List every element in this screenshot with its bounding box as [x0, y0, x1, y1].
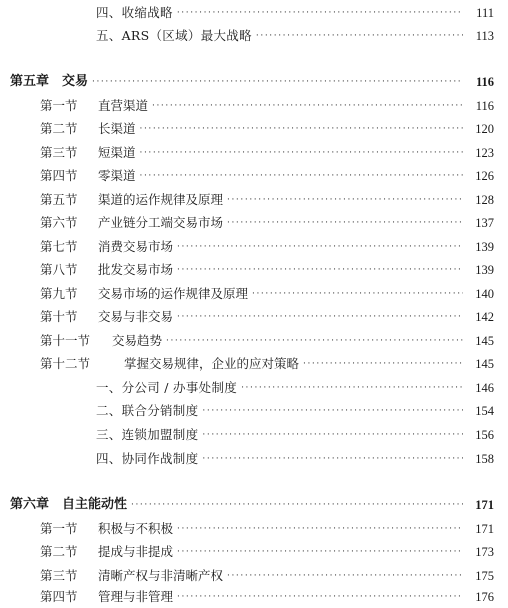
section-title: 零渠道 — [98, 168, 136, 183]
section-number: 第七节 — [40, 239, 78, 254]
dot-leader — [177, 518, 463, 540]
section-title: 短渠道 — [98, 145, 136, 160]
dot-leader — [227, 565, 463, 587]
section-title: 管理与非管理 — [98, 589, 174, 604]
toc-entry[interactable] — [0, 2, 508, 24]
dot-leader — [227, 189, 463, 211]
section-number: 第五节 — [40, 192, 78, 207]
section-title: 批发交易市场 — [98, 262, 174, 277]
toc-page-number: 116 — [475, 75, 494, 89]
chapter-title: 第五章 交易 — [10, 74, 89, 89]
dot-leader — [177, 259, 463, 281]
toc-entry-label: 四、协同作战制度 — [96, 451, 199, 466]
dot-leader — [140, 165, 463, 187]
toc-page-number: 137 — [475, 216, 494, 230]
section-title: 交易市场的运作规律及原理 — [98, 286, 249, 301]
section-number: 第三节 — [40, 568, 78, 583]
toc-chapter-entry[interactable] — [0, 71, 508, 93]
toc-section-entry[interactable] — [0, 118, 508, 140]
section-title: 渠道的运作规律及原理 — [98, 192, 224, 207]
toc-entry-label: 二、联合分销制度 — [96, 403, 199, 418]
toc-page-number: 126 — [475, 169, 494, 183]
toc-section-entry[interactable] — [0, 236, 508, 258]
section-number: 第十一节 — [40, 333, 91, 348]
toc-section-entry[interactable] — [0, 518, 508, 540]
dot-leader — [303, 353, 463, 375]
dot-leader — [177, 306, 463, 328]
toc-entry[interactable] — [0, 424, 508, 446]
dot-leader — [241, 377, 463, 399]
section-number: 第四节 — [40, 589, 78, 604]
toc-page-number: 116 — [475, 99, 494, 113]
toc-page-number: 175 — [475, 569, 494, 583]
toc-entry[interactable] — [0, 377, 508, 399]
toc-section-entry[interactable] — [0, 353, 508, 375]
toc-page-number: 120 — [475, 122, 494, 136]
chapter-title: 第六章 自主能动性 — [10, 497, 128, 512]
section-number: 第六节 — [40, 215, 78, 230]
section-title: 消费交易市场 — [98, 239, 174, 254]
toc-page-number: 154 — [475, 404, 494, 418]
section-title: 直营渠道 — [98, 98, 149, 113]
dot-leader — [92, 71, 463, 93]
section-number: 第一节 — [40, 98, 78, 113]
section-number: 第十节 — [40, 309, 78, 324]
section-title: 产业链分工端交易市场 — [98, 215, 224, 230]
toc-page-number: 113 — [475, 29, 494, 43]
toc-page-number: 173 — [475, 545, 494, 559]
dot-leader — [177, 586, 463, 608]
toc-section-entry[interactable] — [0, 565, 508, 587]
toc-section-entry[interactable] — [0, 306, 508, 328]
dot-leader — [140, 142, 463, 164]
section-number: 第四节 — [40, 168, 78, 183]
toc-section-entry[interactable] — [0, 95, 508, 117]
dot-leader — [140, 118, 463, 140]
toc-entry-label: 四、收缩战略 — [96, 5, 173, 20]
dot-leader — [256, 25, 463, 47]
toc-page-number: 171 — [475, 498, 494, 512]
section-title: 掌握交易规律，企业的应对策略 — [124, 356, 300, 371]
dot-leader — [177, 236, 463, 258]
toc-chapter-entry[interactable] — [0, 494, 508, 516]
dot-leader — [177, 2, 463, 24]
toc-section-entry[interactable] — [0, 259, 508, 281]
section-number: 第十二节 — [40, 356, 91, 371]
toc-page-number: 139 — [475, 263, 494, 277]
toc-page-number: 145 — [475, 357, 494, 371]
dot-leader — [152, 95, 463, 117]
section-title: 长渠道 — [98, 121, 136, 136]
toc-page-number: 146 — [475, 381, 494, 395]
toc-section-entry[interactable] — [0, 283, 508, 305]
section-title: 交易趋势 — [112, 333, 163, 348]
section-title: 积极与不积极 — [98, 521, 174, 536]
dot-leader — [166, 330, 463, 352]
section-title: 提成与非提成 — [98, 544, 174, 559]
toc-entry-label: 一、分公司 / 办事处制度 — [96, 380, 238, 395]
dot-leader — [202, 400, 463, 422]
toc-page-number: 123 — [475, 146, 494, 160]
toc-section-entry[interactable] — [0, 212, 508, 234]
toc-section-entry[interactable] — [0, 189, 508, 211]
toc-section-entry[interactable] — [0, 142, 508, 164]
section-title: 交易与非交易 — [98, 309, 174, 324]
toc-section-entry[interactable] — [0, 586, 508, 608]
toc-page-number: 156 — [475, 428, 494, 442]
toc-page-number: 139 — [475, 240, 494, 254]
toc-page-number: 140 — [475, 287, 494, 301]
toc-page-number: 176 — [475, 590, 494, 604]
toc-page-number: 111 — [476, 6, 494, 20]
section-number: 第九节 — [40, 286, 78, 301]
dot-leader — [227, 212, 463, 234]
toc-page-number: 142 — [475, 310, 494, 324]
dot-leader — [131, 494, 463, 516]
toc-section-entry[interactable] — [0, 330, 508, 352]
dot-leader — [202, 448, 463, 470]
dot-leader — [177, 541, 463, 563]
section-number: 第二节 — [40, 121, 78, 136]
toc-entry[interactable] — [0, 25, 508, 47]
toc-section-entry[interactable] — [0, 541, 508, 563]
toc-entry-label: 三、连锁加盟制度 — [96, 427, 199, 442]
toc-page-number: 158 — [475, 452, 494, 466]
section-number: 第二节 — [40, 544, 78, 559]
dot-leader — [252, 283, 463, 305]
toc-page-number: 128 — [475, 193, 494, 207]
toc-section-entry[interactable] — [0, 165, 508, 187]
toc-entry[interactable] — [0, 448, 508, 470]
toc-page-number: 171 — [475, 522, 494, 536]
toc-page-number: 145 — [475, 334, 494, 348]
section-number: 第八节 — [40, 262, 78, 277]
section-number: 第一节 — [40, 521, 78, 536]
toc-entry[interactable] — [0, 400, 508, 422]
toc-entry-label: 五、ARS（区域）最大战略 — [96, 28, 252, 43]
dot-leader — [202, 424, 463, 446]
section-title: 清晰产权与非清晰产权 — [98, 568, 224, 583]
section-number: 第三节 — [40, 145, 78, 160]
